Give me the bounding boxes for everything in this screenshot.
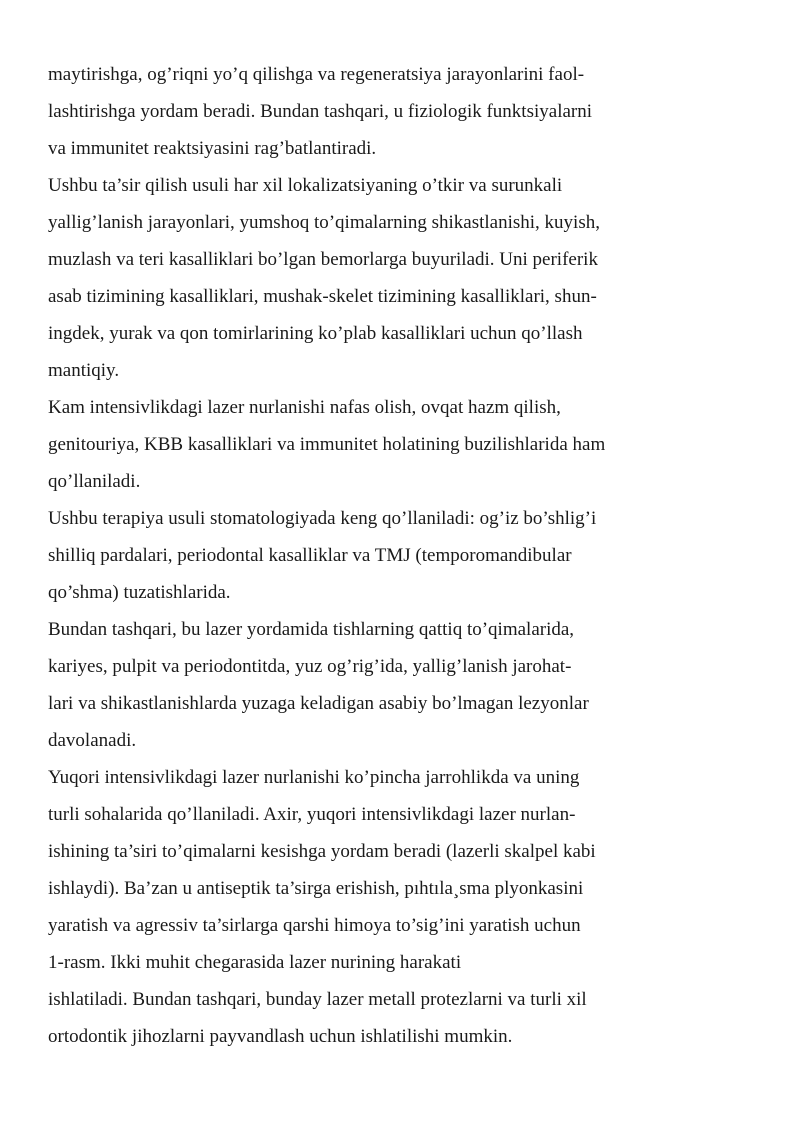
text-line: va immunitet reaktsiyasini rag’batlantiradi. — [48, 138, 377, 159]
text-line: muzlash va teri kasalliklari bo’lgan bemorlarga buyuriladi. Uni periferik — [48, 249, 598, 270]
text-line: ingdek, yurak va qon tomirlarining ko’plab kasalliklari uchun qo’llash — [48, 323, 583, 344]
text-line: yallig’lanish jarayonlari, yumshoq to’qimalarning shikastlanishi, kuyish, — [48, 212, 600, 233]
text-line: lari va shikastlanishlarda yuzaga keladigan asabiy bo’lmagan lezyonlar — [48, 693, 589, 714]
text-line: mantiqiy. — [48, 360, 120, 381]
text-line: Kam intensivlikdagi lazer nurlanishi nafas olish, ovqat hazm qilish, — [48, 397, 561, 418]
text-line: Bundan tashqari, bu lazer yordamida tishlarning qattiq to’qimalarida, — [48, 619, 575, 640]
text-line: ishining ta’siri to’qimalarni kesishga yordam beradi (lazerli skalpel kabi — [48, 841, 596, 862]
text-line: shilliq pardalari, periodontal kasalliklar va TMJ (temporomandibular — [48, 545, 572, 566]
body-text — [48, 56, 768, 1055]
text-line: genitouriya, KBB kasalliklari va immunitet holatining buzilishlarida ham — [48, 434, 606, 455]
text-line: lashtirishga yordam beradi. Bundan tashqari, u fiziologik funktsiyalarni — [48, 101, 593, 122]
text-line: Ushbu terapiya usuli stomatologiyada keng qo’llaniladi: og’iz bo’shlig’i — [48, 508, 597, 529]
text-line: ishlatiladi. Bundan tashqari, bunday lazer metall protezlarni va turli xil — [48, 989, 587, 1010]
text-line: davolanadi. — [48, 730, 137, 751]
text-line: turli sohalarida qo’llaniladi. Axir, yuqori intensivlikdagi lazer nurlan- — [48, 804, 576, 825]
text-line: qo’shma) tuzatishlarida. — [48, 582, 231, 603]
text-line: ortodontik jihozlarni payvandlash uchun ishlatilishi mumkin. — [48, 1026, 513, 1047]
text-line: yaratish va agressiv ta’sirlarga qarshi himoya to’sig’ini yaratish uchun — [48, 915, 581, 936]
text-line: kariyes, pulpit va periodontitda, yuz og’rig’ida, yallig’lanish jarohat- — [48, 656, 572, 677]
text-line: ishlaydi). Ba’zan u antiseptik ta’sirga erishish, pıhtıla¸sma plyonkasini — [48, 878, 584, 899]
text-line: asab tizimining kasalliklari, mushak-skelet tizimining kasalliklari, shun- — [48, 286, 597, 307]
text-line: maytirishga, og’riqni yo’q qilishga va regeneratsiya jarayonlarini faol- — [48, 64, 585, 85]
text-line: Ushbu ta’sir qilish usuli har xil lokalizatsiyaning o’tkir va surunkali — [48, 175, 563, 196]
text-line: qo’llaniladi. — [48, 471, 141, 492]
figure-caption: 1-rasm. Ikki muhit chegarasida lazer nurining harakati — [48, 952, 462, 973]
text-line: Yuqori intensivlikdagi lazer nurlanishi ko’pincha jarrohlikda va uning — [48, 767, 580, 788]
